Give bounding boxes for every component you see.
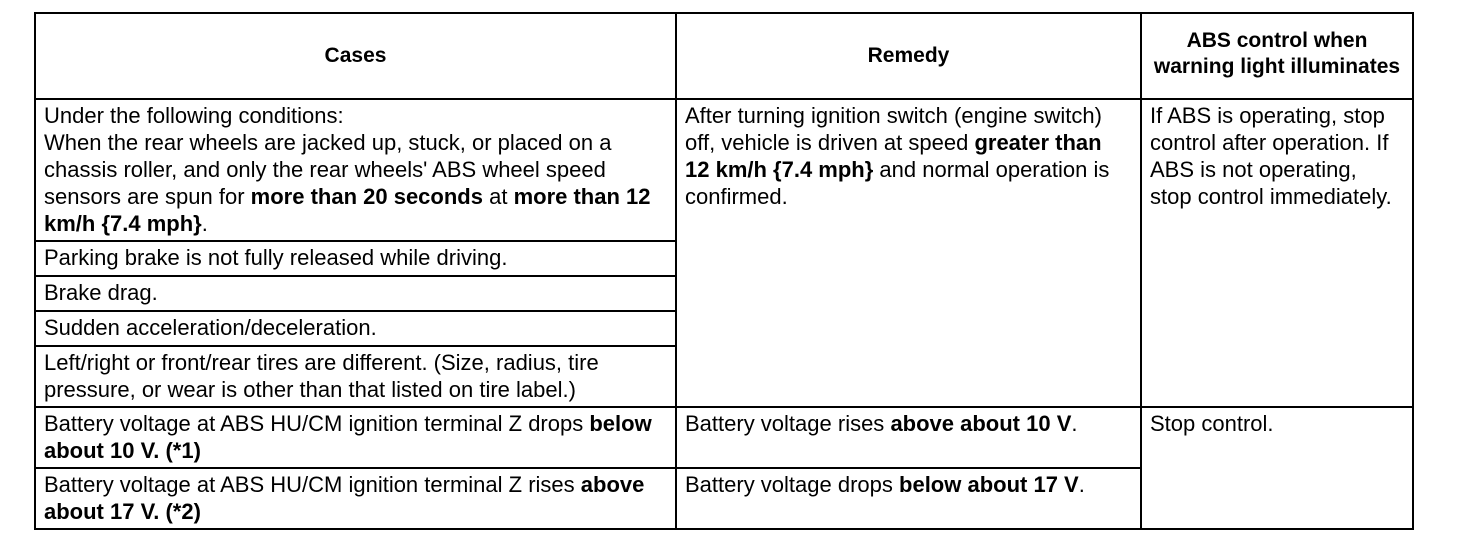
case-intro: Under the following conditions: [44, 103, 344, 128]
header-cases: Cases [35, 13, 676, 99]
table-header-row [35, 13, 1413, 99]
table-row [35, 407, 1413, 468]
case-brake-drag: Brake drag. [35, 276, 676, 311]
header-remedy: Remedy [676, 13, 1141, 99]
remedy-voltage-rises: Battery voltage rises above about 10 V. [676, 407, 1141, 468]
header-abs-control: ABS control when warning light illuminates [1141, 13, 1413, 99]
abs-control-stop: Stop control. [1141, 407, 1413, 529]
remedy-ignition-cycle: After turning ignition switch (engine switch) off, vehicle is driven at speed greater than 12 km/h {7.4 mph} and normal operation is confirmed. [676, 99, 1141, 407]
case-voltage-high: Battery voltage at ABS HU/CM ignition terminal Z rises above about 17 V. (*2) [35, 468, 676, 529]
case-voltage-low: Battery voltage at ABS HU/CM ignition terminal Z drops below about 10 V. (*1) [35, 407, 676, 468]
case-rear-wheels: Under the following conditions: When the rear wheels are jacked up, stuck, or placed on a chassis roller, and only the rear wheels' ABS wheel speed sensors are spun for more than 20 seconds at more than 12 km/h {7.4 mph}. [35, 99, 676, 241]
case-different-tires: Left/right or front/rear tires are different. (Size, radius, tire pressure, or wear is other than that listed on tire label.) [35, 346, 676, 407]
remedy-voltage-drops: Battery voltage drops below about 17 V. [676, 468, 1141, 529]
case-parking-brake: Parking brake is not fully released while driving. [35, 241, 676, 276]
table-row [35, 99, 1413, 241]
case-sudden-acceleration: Sudden acceleration/deceleration. [35, 311, 676, 346]
abs-control-stop-after-operation: If ABS is operating, stop control after operation. If ABS is not operating, stop control immediately. [1141, 99, 1413, 407]
abs-warning-table [34, 12, 1414, 530]
